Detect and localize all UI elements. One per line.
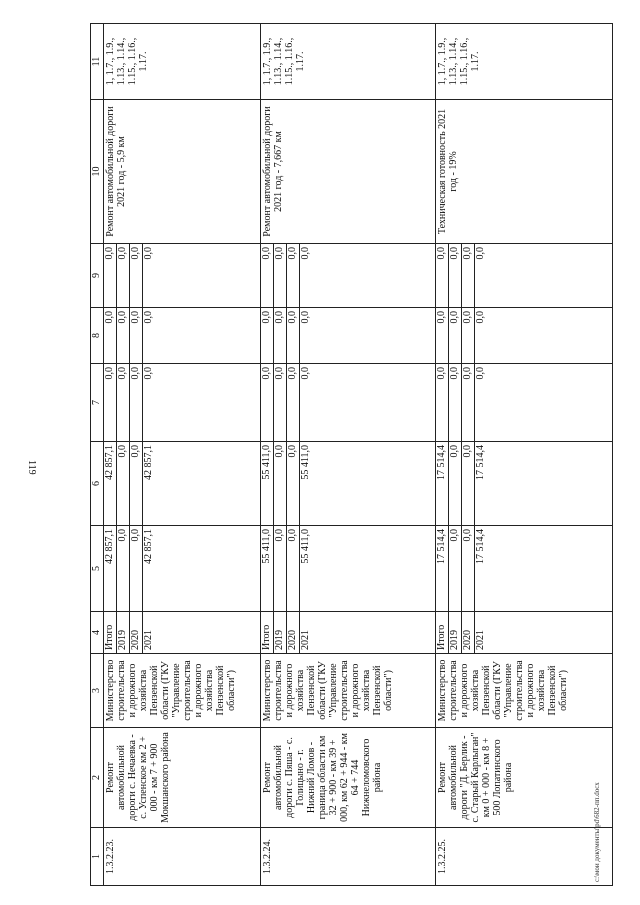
- col6-amount: [435, 442, 612, 526]
- result-text: Техническая готовность 2021 год - 19%: [436, 108, 459, 235]
- periods-values: [261, 612, 312, 653]
- col5-amount-values: [261, 526, 312, 611]
- col5-amount-value: 42 857,1: [104, 526, 117, 611]
- col9-amount-value: 0,0: [449, 244, 462, 307]
- page-number: 119: [26, 460, 37, 475]
- col8-amount-value: 0,0: [261, 308, 274, 363]
- col8-amount: [104, 308, 260, 364]
- column-number: 6: [91, 442, 104, 526]
- periods-value: 2020: [462, 612, 475, 653]
- col9-amount-value: 0,0: [299, 247, 311, 260]
- col5-amount-value: 55 411,0: [261, 526, 274, 611]
- col5-amount-values: [436, 526, 487, 611]
- table-row: [260, 24, 435, 886]
- col6-amount-value: 0,0: [274, 442, 287, 525]
- col6-amount-value: 0,0: [130, 442, 143, 525]
- col8-amount-value: 0,0: [474, 311, 486, 324]
- col7-amount-value: 0,0: [299, 367, 311, 380]
- col7-amount-value: 0,0: [261, 364, 274, 441]
- col7-amount: [104, 364, 260, 442]
- customer-text: Министерство строительства и дорожного хозяйства Пензенской области (ГКУ "Управление строительства и дорожного хозяйства Пензенской области"): [436, 659, 569, 722]
- periods: [435, 612, 612, 654]
- col9-amount: [435, 244, 612, 308]
- col9-amount-value: 0,0: [143, 247, 155, 260]
- indicators: [260, 24, 435, 100]
- col6-amount-value: 42 857,1: [104, 442, 117, 525]
- col8-amount-value: 0,0: [449, 308, 462, 363]
- column-number: 3: [91, 654, 104, 728]
- periods-value: 2021: [474, 630, 486, 650]
- col5-amount-value: 0,0: [130, 526, 143, 611]
- periods-values: [436, 612, 487, 653]
- col7-amount: [260, 364, 435, 442]
- col9-amount: [104, 244, 260, 308]
- col7-amount: [435, 364, 612, 442]
- col5-amount-value: 0,0: [117, 526, 130, 611]
- col5-amount-value: 0,0: [449, 526, 462, 611]
- indicators-text: 1, 1.7., 1.9., 1.13., 1.14., 1.15., 1.16., 1.17.: [105, 37, 150, 86]
- col7-amount-values: [436, 364, 487, 441]
- col9-amount: [260, 244, 435, 308]
- periods-value: 2020: [287, 612, 300, 653]
- col5-amount: [104, 526, 260, 612]
- col6-amount-value: 0,0: [449, 442, 462, 525]
- column-number: 9: [91, 244, 104, 308]
- periods-value: 2021: [143, 630, 155, 650]
- column-number: 5: [91, 526, 104, 612]
- indicators-text: 1, 1.7., 1.9., 1.13., 1.14., 1.15., 1.16., 1.17.: [261, 37, 306, 86]
- col5-amount: [260, 526, 435, 612]
- result: [260, 100, 435, 244]
- col5-amount-value: 55 411,0: [299, 529, 311, 564]
- col5-amount: [435, 526, 612, 612]
- col9-amount-values: [104, 244, 155, 307]
- col8-amount-value: 0,0: [436, 308, 449, 363]
- row-id: [260, 828, 435, 886]
- col6-amount-value: 55 411,0: [261, 442, 274, 525]
- col8-amount-values: [261, 308, 312, 363]
- col6-amount-value: 0,0: [462, 442, 475, 525]
- periods-value: Итого: [436, 612, 449, 653]
- col8-amount-value: 0,0: [462, 308, 475, 363]
- column-number-row: [91, 24, 104, 886]
- col5-amount-values: [104, 526, 155, 611]
- indicators-text: 1, 1.7., 1.9., 1.13., 1.14., 1.15., 1.16., 1.17.: [436, 37, 481, 86]
- periods-values: [104, 612, 155, 653]
- col7-amount-values: [104, 364, 155, 441]
- col8-amount-value: 0,0: [299, 311, 311, 324]
- col9-amount-value: 0,0: [117, 244, 130, 307]
- measure-name: [104, 728, 260, 828]
- periods: [260, 612, 435, 654]
- column-number: 2: [91, 728, 104, 828]
- row-id: [104, 828, 260, 886]
- row-id: [435, 828, 612, 886]
- col8-amount-value: 0,0: [287, 308, 300, 363]
- col6-amount-values: [261, 442, 312, 525]
- col8-amount-value: 0,0: [274, 308, 287, 363]
- result: [104, 100, 260, 244]
- col7-amount-value: 0,0: [436, 364, 449, 441]
- periods-value: 2019: [449, 612, 462, 653]
- row-id-text: 1.3.2.24.: [261, 839, 273, 874]
- row-id-text: 1.3.2.23.: [105, 839, 117, 874]
- col7-amount-value: 0,0: [274, 364, 287, 441]
- col7-amount-value: 0,0: [104, 364, 117, 441]
- col9-amount-value: 0,0: [436, 244, 449, 307]
- col7-amount-value: 0,0: [449, 364, 462, 441]
- col8-amount-value: 0,0: [143, 311, 155, 324]
- column-number: 1: [91, 828, 104, 886]
- col8-amount: [435, 308, 612, 364]
- col7-amount-values: [261, 364, 312, 441]
- periods-value: 2020: [130, 612, 143, 653]
- periods: [104, 612, 260, 654]
- col9-amount-values: [436, 244, 487, 307]
- col6-amount: [260, 442, 435, 526]
- result-text: Ремонт автомобильной дороги 2021 год - 7,667 км: [261, 106, 284, 237]
- col8-amount-value: 0,0: [104, 308, 117, 363]
- col9-amount-value: 0,0: [287, 244, 300, 307]
- col8-amount-values: [104, 308, 155, 363]
- col5-amount-value: 0,0: [287, 526, 300, 611]
- col5-amount-value: 17 514,4: [474, 529, 486, 564]
- periods-value: 2019: [117, 612, 130, 653]
- customer: [260, 654, 435, 728]
- col6-amount: [104, 442, 260, 526]
- col5-amount-value: 42 857,1: [143, 529, 155, 564]
- col7-amount-value: 0,0: [143, 367, 155, 380]
- col6-amount-value: 42 857,1: [143, 445, 155, 480]
- program-table: [90, 23, 613, 886]
- row-id-text: 1.3.2.25.: [436, 839, 448, 874]
- col7-amount-value: 0,0: [474, 367, 486, 380]
- periods-value: 2021: [299, 630, 311, 650]
- measure-name-text: Ремонт автомобильной дороги с. Пяша - с. Голицыно - г. Нижний Ломов - граница области км 32 + 900 - км 39 + 000, км 62 + 944 - км 64 + 744 Нижнеломовского района: [261, 733, 383, 822]
- col9-amount-value: 0,0: [104, 244, 117, 307]
- col9-amount-values: [261, 244, 312, 307]
- col8-amount-value: 0,0: [130, 308, 143, 363]
- col5-amount-value: 0,0: [274, 526, 287, 611]
- col7-amount-value: 0,0: [117, 364, 130, 441]
- customer-text: Министерство строительства и дорожного хозяйства Пензенской области (ГКУ "Управление строительства и дорожного хозяйства Пензенской области"): [105, 659, 238, 722]
- col9-amount-value: 0,0: [261, 244, 274, 307]
- column-number: 8: [91, 308, 104, 364]
- col5-amount-value: 0,0: [462, 526, 475, 611]
- col8-amount-value: 0,0: [117, 308, 130, 363]
- col9-amount-value: 0,0: [274, 244, 287, 307]
- measure-name: [260, 728, 435, 828]
- footer-file-path: c:\мои документы\pd\682-пп.docx: [593, 782, 601, 882]
- measure-name-text: Ремонт автомобильной дороги "Д. Берлик - с. Старый Карлыган" км 0 + 000 - км 8 + 500 Лопатинского района: [436, 732, 514, 823]
- measure-name-text: Ремонт автомобильной дороги с. Нечаевка - с. Успенское км 2 + 000 - км 7 + 900 Мокшанского района: [105, 732, 172, 823]
- measure-name: [435, 728, 612, 828]
- indicators: [104, 24, 260, 100]
- table-row: [104, 24, 260, 886]
- indicators: [435, 24, 612, 100]
- col6-amount-value: 17 514,4: [474, 445, 486, 480]
- column-number: 7: [91, 364, 104, 442]
- col6-amount-value: 0,0: [287, 442, 300, 525]
- col9-amount-value: 0,0: [130, 244, 143, 307]
- col7-amount-value: 0,0: [462, 364, 475, 441]
- col7-amount-value: 0,0: [287, 364, 300, 441]
- col6-amount-values: [436, 442, 487, 525]
- col6-amount-values: [104, 442, 155, 525]
- col9-amount-value: 0,0: [474, 247, 486, 260]
- column-number: 10: [91, 100, 104, 244]
- col8-amount-values: [436, 308, 487, 363]
- customer: [435, 654, 612, 728]
- column-number: 4: [91, 612, 104, 654]
- col7-amount-value: 0,0: [130, 364, 143, 441]
- col9-amount-value: 0,0: [462, 244, 475, 307]
- periods-value: Итого: [261, 612, 274, 653]
- periods-value: Итого: [104, 612, 117, 653]
- col8-amount: [260, 308, 435, 364]
- column-number: 11: [91, 24, 104, 100]
- customer: [104, 654, 260, 728]
- table-row: [435, 24, 612, 886]
- result-text: Ремонт автомобильной дороги 2021 год - 5,9 км: [105, 106, 128, 237]
- col6-amount-value: 55 411,0: [299, 445, 311, 480]
- col6-amount-value: 17 514,4: [436, 442, 449, 525]
- result: [435, 100, 612, 244]
- customer-text: Министерство строительства и дорожного хозяйства Пензенской области (ГКУ "Управление строительства и дорожного хозяйства Пензенской области"): [261, 659, 394, 722]
- col5-amount-value: 17 514,4: [436, 526, 449, 611]
- periods-value: 2019: [274, 612, 287, 653]
- col6-amount-value: 0,0: [117, 442, 130, 525]
